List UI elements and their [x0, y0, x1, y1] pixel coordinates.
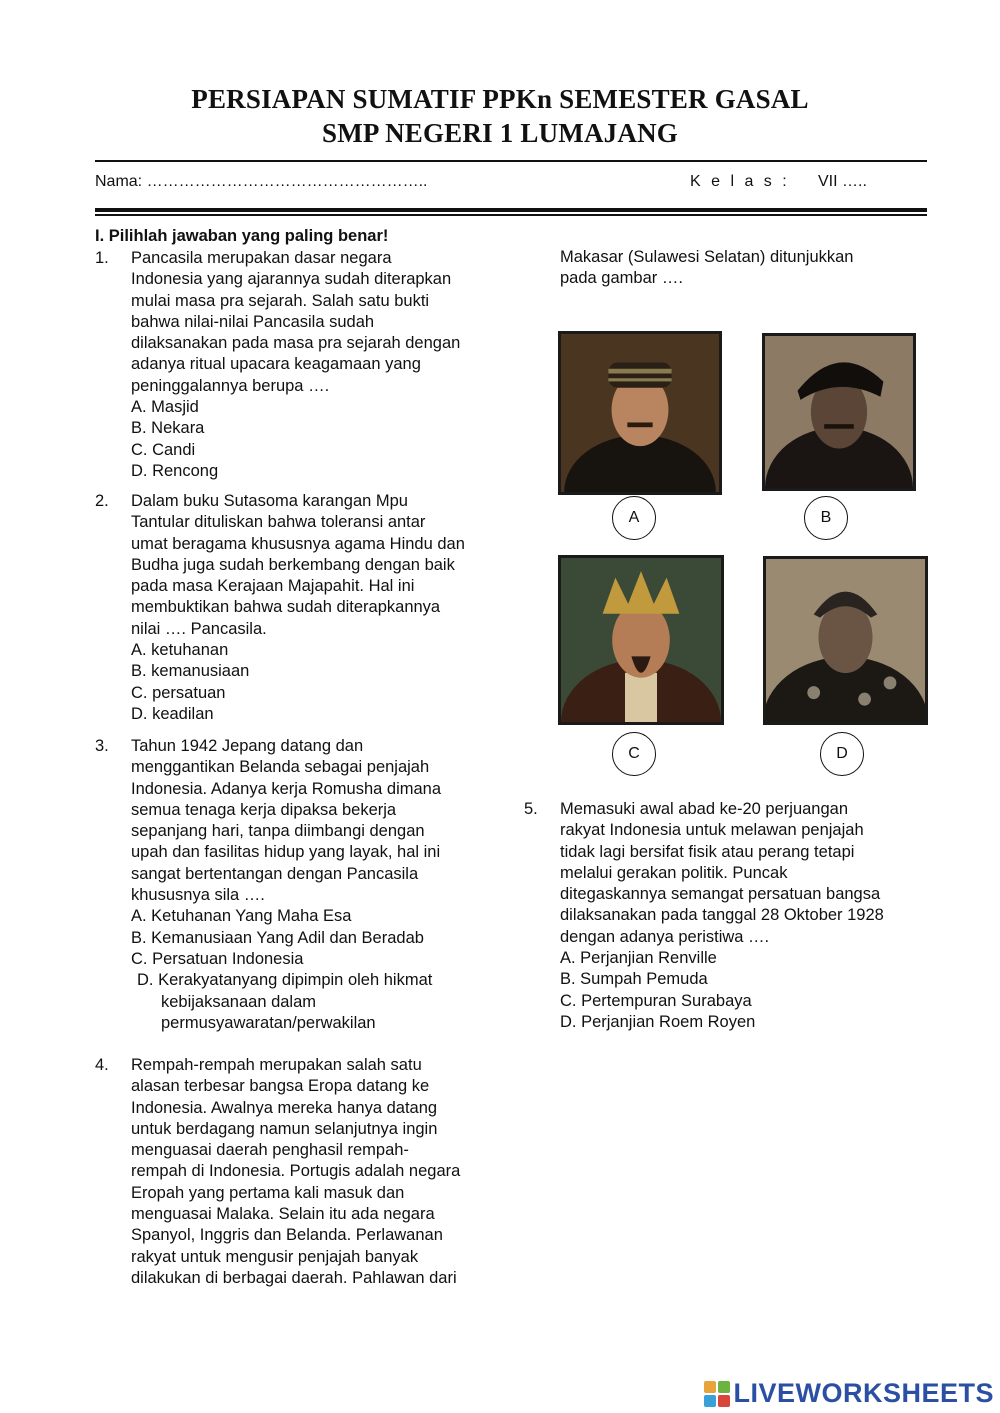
portrait-image-a[interactable] — [558, 331, 722, 495]
answer-option-a[interactable]: A. Masjid — [131, 398, 199, 417]
worksheet-title: PERSIAPAN SUMATIF PPKn SEMESTER GASAL — [191, 84, 809, 114]
class-field[interactable]: VII ….. — [818, 173, 867, 190]
answer-option-d[interactable]: D. Perjanjian Roem Royen — [560, 1012, 756, 1031]
portrait-image-b[interactable] — [762, 333, 916, 491]
question-number: 3. — [95, 737, 109, 755]
answer-option-c[interactable]: C. Persatuan Indonesia — [131, 949, 304, 968]
choice-circle-d[interactable]: D — [820, 732, 864, 776]
answer-option-a[interactable]: A. Perjanjian Renville — [560, 949, 717, 968]
header-double-rule-bottom — [95, 214, 927, 216]
question-stem: Pancasila merupakan dasar negara Indonesia yang ajarannya sudah diterapkan mulai masa pra sejarah. Salah satu bukti bahwa nilai-nilai Pancasila sudah dilaksanakan pada masa pra sejarah dengan adanya ritual upacara keagamaan yang peninggalannya berupa …. — [131, 249, 461, 395]
header-double-rule-top — [95, 208, 927, 212]
answer-option-d[interactable]: D. Rencong — [131, 461, 219, 480]
section-heading: I. Pilihlah jawaban yang paling benar! — [95, 227, 389, 245]
answer-option-b[interactable]: B. Nekara — [131, 419, 205, 438]
question-stem: Tahun 1942 Jepang datang dan menggantikan Belanda sebagai penjajah Indonesia. Adanya kerja Romusha dimana semua tenaga kerja dipaksa bekerja sepanjang hari, tanpa diimbangi dengan upah dan fasilitas hidup yang layak, hal ini sangat bertentangan dengan Pancasila khususnya sila …. — [131, 737, 442, 905]
question-number: 2. — [95, 492, 109, 510]
answer-option-a[interactable]: A. ketuhanan — [131, 641, 229, 660]
answer-option-b[interactable]: B. Kemanusiaan Yang Adil dan Beradab — [131, 928, 424, 947]
answer-option-b[interactable]: B. Sumpah Pemuda — [560, 970, 708, 989]
school-name: SMP NEGERI 1 LUMAJANG — [322, 118, 678, 148]
question-number: 4. — [95, 1056, 109, 1074]
liveworksheets-watermark[interactable] — [704, 1378, 994, 1409]
answer-option-c[interactable]: C. Candi — [131, 440, 196, 459]
answer-option-b[interactable]: B. kemanusiaan — [131, 662, 250, 681]
question-4-continuation: Makasar (Sulawesi Selatan) ditunjukkan pada gambar …. — [560, 248, 854, 288]
answer-option-a[interactable]: A. Ketuhanan Yang Maha Esa — [131, 907, 352, 926]
liveworksheets-wordmark: LIVEWORKSHEETS — [733, 1378, 994, 1408]
question-stem: Rempah-rempah merupakan salah satu alasan terbesar bangsa Eropa datang ke Indonesia. Awalnya mereka hanya datang untuk berdagang namun selanjutnya ingin menguasai daerah penghasil rempah- rempah di Indonesia. Portugis adalah negara Eropah yang pertama kali masuk dan menguasai Malaka. Selain itu ada negara Spanyol, Inggris dan Belanda. Perlawanan rakyat untuk mengusir penjajah banyak dilakukan di berbagai daerah. Pahlawan dari — [131, 1056, 461, 1287]
answer-option-d[interactable]: D. Kerakyatanyang dipimpin oleh hikmat kebijaksanaan dalam permusyawaratan/perwakilan — [137, 971, 433, 1032]
choice-circle-b[interactable]: B — [804, 496, 848, 540]
portrait-image-d[interactable] — [763, 556, 928, 725]
question-stem: Memasuki awal abad ke-20 perjuangan rakyat Indonesia untuk melawan penjajah tidak lagi bersifat fisik atau perang tetapi melalui gerakan politik. Puncak ditegaskannya semangat persatuan bangsa dilaksanakan pada tanggal 28 Oktober 1928 dengan adanya peristiwa …. — [560, 800, 884, 946]
portrait-image-c[interactable] — [558, 555, 724, 725]
question-number: 5. — [524, 800, 538, 818]
answer-option-d[interactable]: D. keadilan — [131, 704, 214, 723]
class-label: K e l a s : — [690, 173, 790, 190]
liveworksheets-logo-icon — [704, 1381, 730, 1407]
choice-circle-c[interactable]: C — [612, 732, 656, 776]
question-number: 1. — [95, 249, 109, 267]
answer-option-c[interactable]: C. Pertempuran Surabaya — [560, 991, 752, 1010]
choice-circle-a[interactable]: A — [612, 496, 656, 540]
answer-option-c[interactable]: C. persatuan — [131, 683, 226, 702]
name-field[interactable]: Nama: …………………………………………….. — [95, 173, 428, 190]
question-stem: Dalam buku Sutasoma karangan Mpu Tantular dituliskan bahwa toleransi antar umat beragama khususnya agama Hindu dan Budha juga sudah berkembang dengan baik pada masa Kerajaan Majapahit. Hal ini membuktikan bahwa sudah diterapkannya nilai …. Pancasila. — [131, 492, 465, 638]
header-divider — [95, 160, 927, 162]
